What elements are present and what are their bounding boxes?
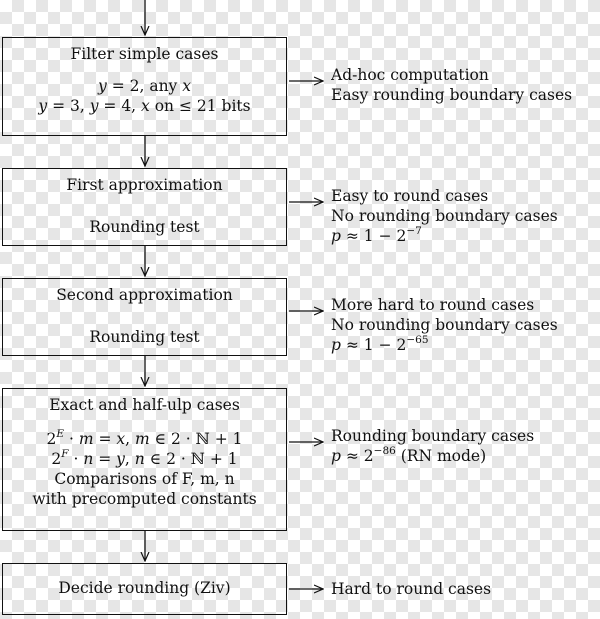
note-line: Easy rounding boundary cases (331, 86, 573, 104)
stage-box-decide-rounding (2, 563, 287, 615)
stage-detail: $2^F \cdot n = y$, n ∈ 2 · ℕ + 1 (51, 447, 238, 468)
stage-box-second-approximation (2, 278, 287, 356)
stage-detail: with precomputed constants (32, 490, 257, 508)
note-line: Ad-hoc computation (331, 66, 489, 84)
stage-title: First approximation (66, 176, 223, 194)
stage-box-first-approximation (2, 168, 287, 246)
stage-note-exact-half-ulp-cases (331, 426, 599, 466)
note-line: Easy to round cases (331, 187, 489, 205)
stage-box-exact-half-ulp-cases (2, 388, 287, 531)
stage-detail: y = 3, y = 4, x on ≤ 21 bits (38, 97, 251, 115)
stage-detail: Comparisons of F, m, n (54, 470, 235, 488)
note-line: Hard to round cases (331, 580, 492, 598)
note-line: More hard to round cases (331, 296, 535, 314)
note-line: Rounding boundary cases (331, 427, 535, 445)
stage-note-first-approximation (331, 186, 599, 246)
stage-title: Exact and half-ulp cases (49, 396, 240, 414)
stage-note-second-approximation (331, 295, 599, 355)
stage-title: Second approximation (56, 286, 233, 304)
note-line: $p \approx 1 - 2^{-7}$ (331, 224, 422, 245)
stage-title: Decide rounding (Ziv) (58, 579, 231, 597)
note-line: $p \approx 1 - 2^{-65}$ (331, 333, 429, 354)
stage-title: Filter simple cases (70, 45, 219, 63)
note-line: $p \approx 2^{-86}$ (RN mode) (331, 444, 487, 465)
stage-detail: Rounding test (89, 218, 200, 236)
note-line: No rounding boundary cases (331, 207, 558, 225)
stage-detail: $2^E \cdot m = x$, m ∈ 2 · ℕ + 1 (46, 427, 243, 448)
stage-box-filter-simple-cases (2, 37, 287, 136)
note-line: No rounding boundary cases (331, 316, 558, 334)
stage-note-filter-simple-cases (331, 65, 599, 105)
stage-detail: y = 2, any x (98, 77, 191, 95)
stage-note-decide-rounding (331, 579, 599, 599)
stage-detail: Rounding test (89, 328, 200, 346)
